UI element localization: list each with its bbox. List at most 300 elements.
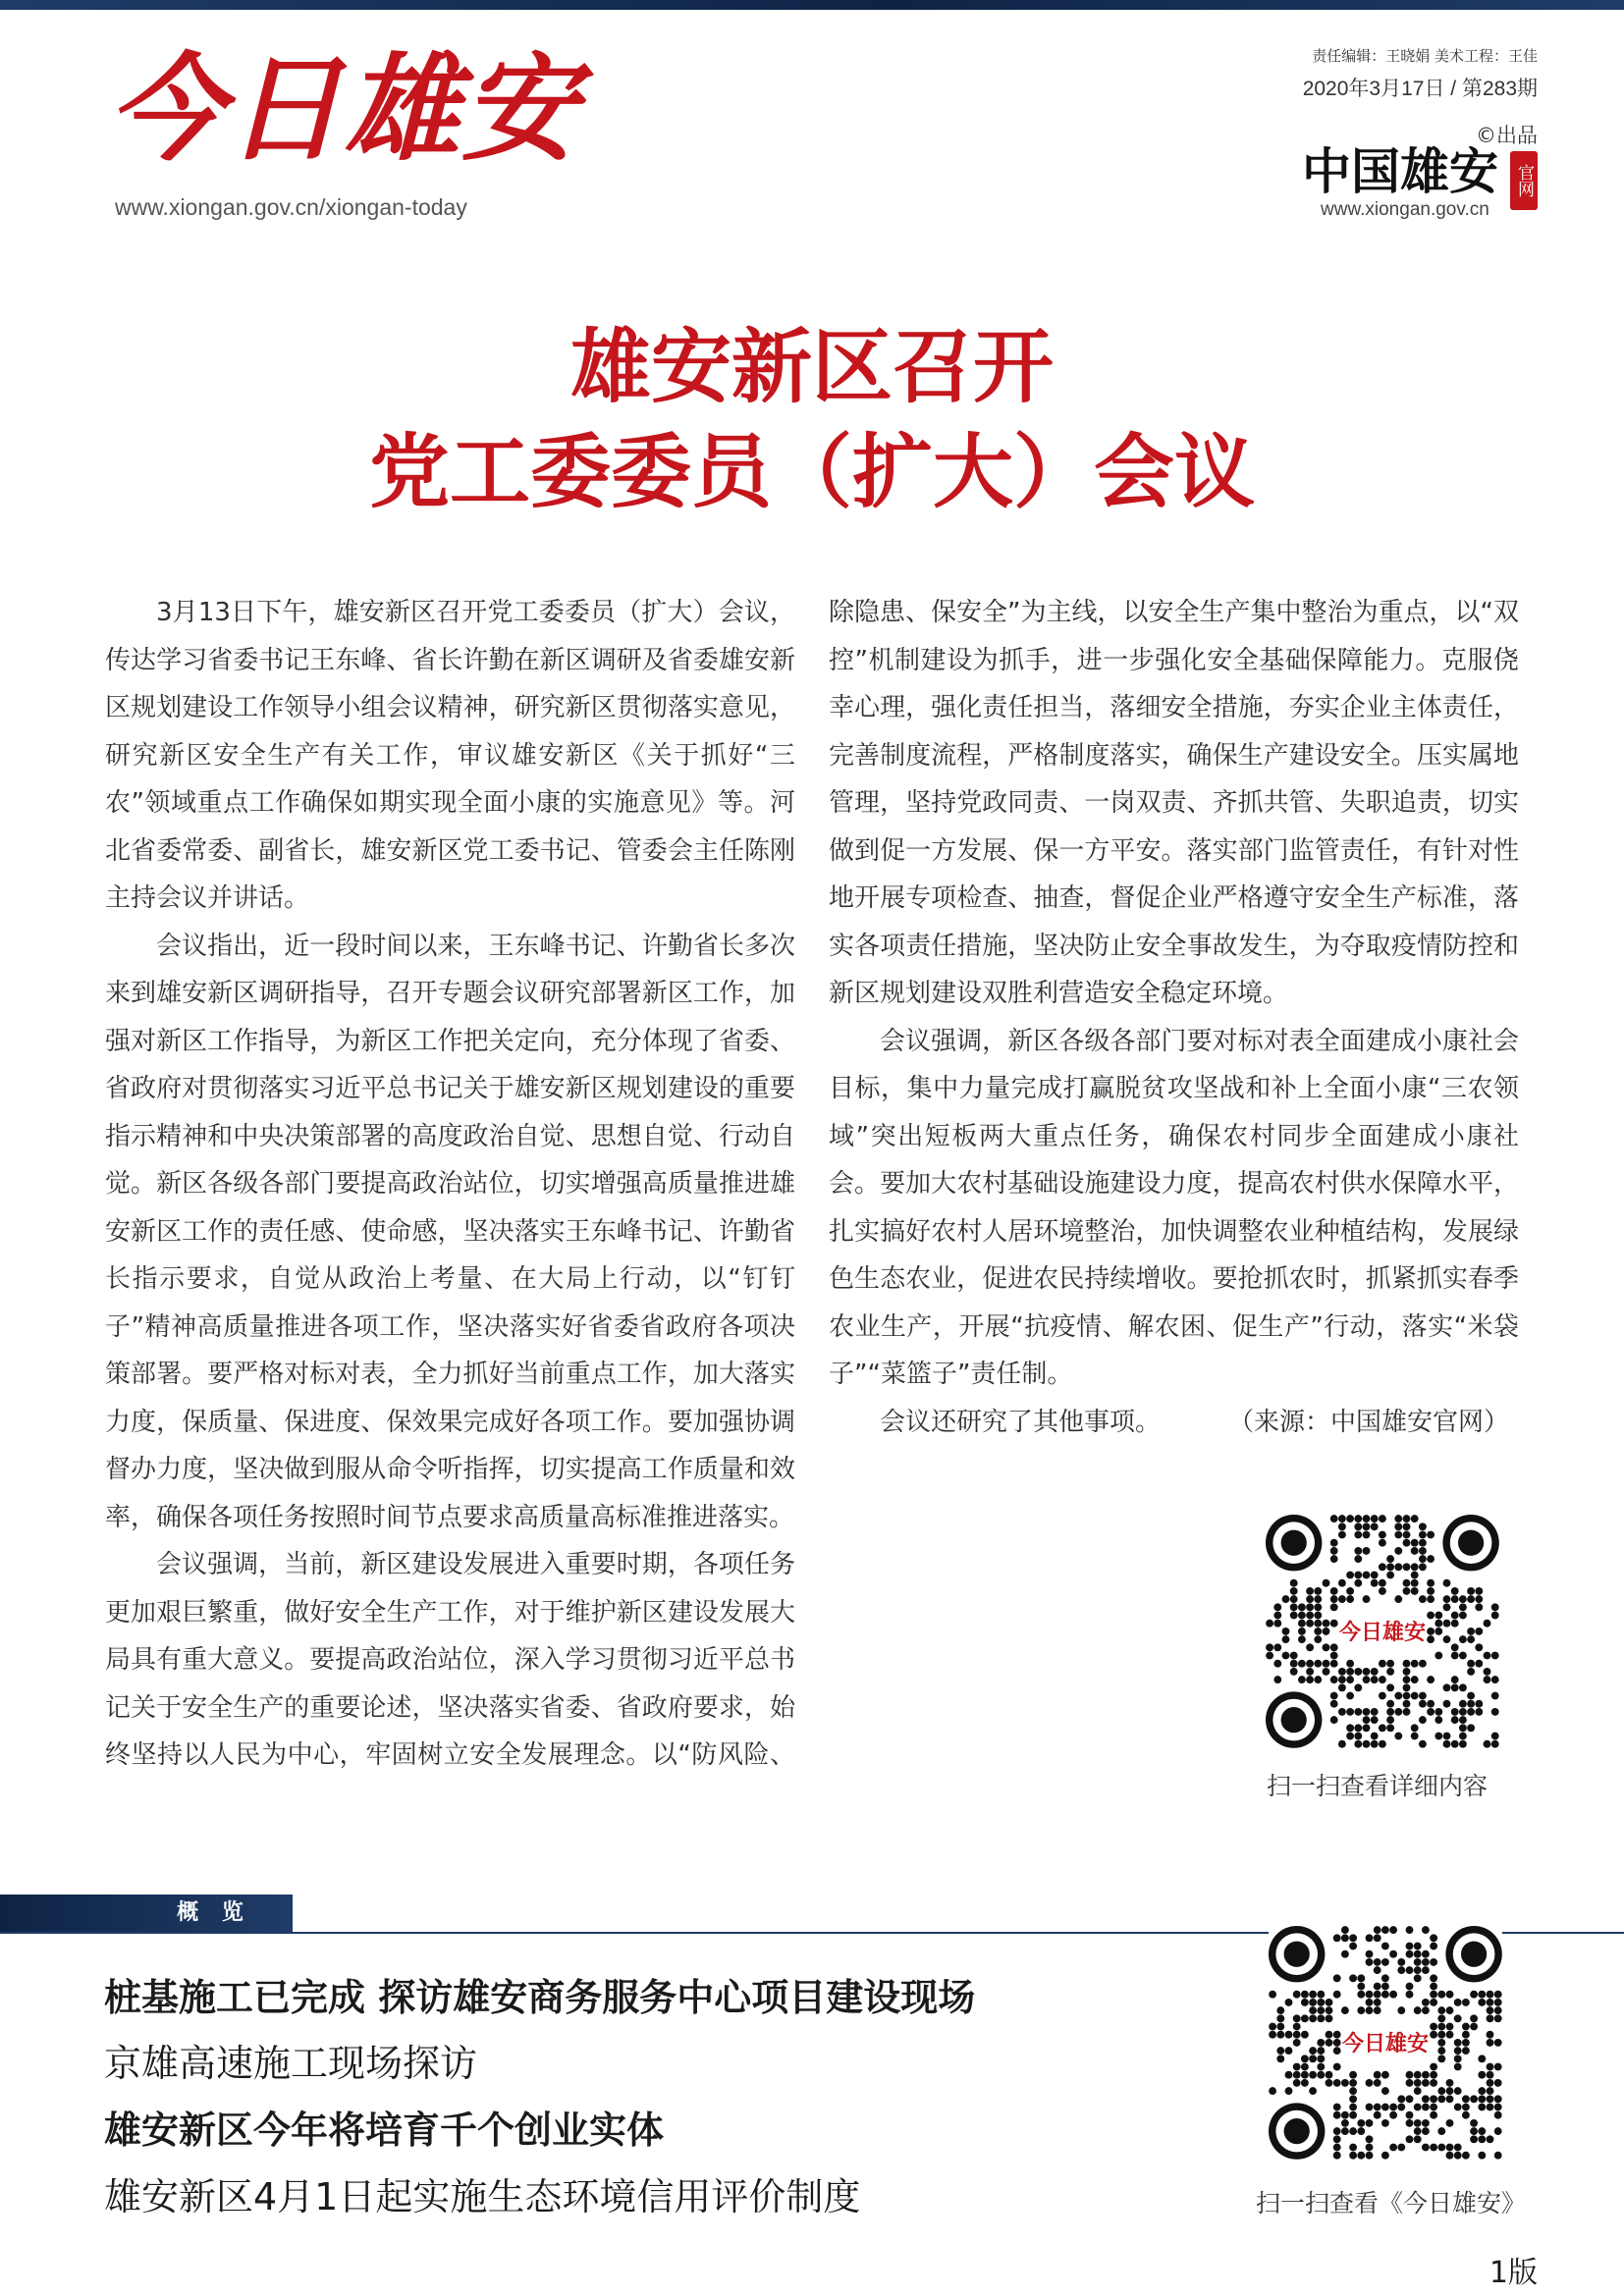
qr-finder-mark bbox=[1284, 1942, 1310, 1967]
qr-dot bbox=[1487, 2031, 1494, 2039]
qr-dot bbox=[1371, 1676, 1379, 1683]
qr-dot bbox=[1487, 2079, 1494, 2087]
qr-dot bbox=[1487, 2071, 1494, 2079]
qr-dot bbox=[1309, 2014, 1317, 2022]
qr-dot bbox=[1427, 1628, 1435, 1635]
qr-dot bbox=[1306, 1587, 1314, 1595]
qr-dot bbox=[1333, 2063, 1341, 2071]
qr-dot bbox=[1430, 1999, 1437, 2006]
qr-dot bbox=[1293, 2079, 1301, 2087]
qr-dot bbox=[1371, 1733, 1379, 1740]
article-headline bbox=[0, 316, 1624, 525]
qr-dot bbox=[1276, 2031, 1284, 2039]
qr-dot bbox=[1338, 1708, 1346, 1716]
qr-dot bbox=[1269, 2023, 1276, 2031]
qr-dot bbox=[1414, 2135, 1422, 2143]
qr-dot bbox=[1330, 1587, 1338, 1595]
qr-dot bbox=[1314, 1620, 1322, 1628]
qr-dot bbox=[1354, 1740, 1362, 1748]
qr-dot bbox=[1406, 1926, 1414, 1934]
qr-dot bbox=[1411, 1733, 1419, 1740]
qr-dot bbox=[1309, 1999, 1317, 2006]
qr-dot bbox=[1323, 1620, 1330, 1628]
qr-dot bbox=[1406, 2135, 1414, 2143]
qr-center-label: 今日雄安 bbox=[1338, 1620, 1427, 1645]
qr-dot bbox=[1349, 2111, 1357, 2119]
qr-dot bbox=[1411, 1572, 1419, 1579]
qr-dot bbox=[1285, 2047, 1293, 2055]
qr-dot bbox=[1475, 1660, 1483, 1668]
qr-dot bbox=[1374, 1983, 1381, 1991]
qr-dot bbox=[1487, 2095, 1494, 2103]
qr-dot bbox=[1366, 2135, 1374, 2143]
qr-dot bbox=[1381, 1926, 1389, 1934]
qr-dot bbox=[1451, 1676, 1459, 1683]
qr-dot bbox=[1435, 1612, 1442, 1620]
qr-dot bbox=[1298, 1620, 1306, 1628]
qr-dot bbox=[1394, 1733, 1402, 1740]
qr-dot bbox=[1354, 1522, 1362, 1530]
qr-dot bbox=[1346, 1660, 1354, 1668]
qr-dot bbox=[1333, 2031, 1341, 2039]
qr-dot bbox=[1276, 2055, 1284, 2062]
qr-dot bbox=[1309, 1991, 1317, 1999]
qr-dot bbox=[1298, 1635, 1306, 1643]
qr-dot bbox=[1411, 1676, 1419, 1683]
qr-dot bbox=[1290, 1603, 1298, 1611]
qr-dot bbox=[1422, 1999, 1430, 2006]
qr-dot bbox=[1323, 1628, 1330, 1635]
qr-dot bbox=[1330, 1700, 1338, 1708]
qr-dot bbox=[1394, 1708, 1402, 1716]
qr-dot bbox=[1459, 1740, 1467, 1748]
qr-dot bbox=[1478, 2127, 1486, 2135]
qr-dot bbox=[1338, 1522, 1346, 1530]
qr-dot bbox=[1459, 1700, 1467, 1708]
qr-dot bbox=[1494, 2095, 1502, 2103]
qr-dot bbox=[1386, 1563, 1394, 1571]
qr-dot bbox=[1484, 1676, 1491, 1683]
qr-dot bbox=[1293, 1991, 1301, 1999]
qr-dot bbox=[1406, 1966, 1414, 1974]
qr-dot bbox=[1491, 1740, 1499, 1748]
qr-dot bbox=[1338, 1683, 1346, 1691]
qr-dot bbox=[1411, 1587, 1419, 1595]
qr-dot bbox=[1363, 1740, 1371, 1748]
qr-dot bbox=[1411, 1547, 1419, 1555]
qr-dot bbox=[1386, 1724, 1394, 1732]
qr-dot bbox=[1330, 1716, 1338, 1724]
qr-dot bbox=[1293, 2071, 1301, 2079]
news-item[interactable]: 雄安新区4月1日起实施生态环境信用评价制度 bbox=[104, 2175, 861, 2218]
qr-dot bbox=[1422, 2127, 1430, 2135]
qr-dot bbox=[1330, 1539, 1338, 1547]
qr-dot bbox=[1386, 1572, 1394, 1579]
qr-dot bbox=[1435, 1628, 1442, 1635]
qr-dot bbox=[1403, 1668, 1411, 1676]
qr-dot bbox=[1430, 1934, 1437, 1942]
qr-dot bbox=[1266, 1652, 1273, 1660]
qr-dot bbox=[1419, 1531, 1427, 1539]
qr-dot bbox=[1491, 1676, 1499, 1683]
qr-dot bbox=[1341, 2111, 1349, 2119]
qr-dot bbox=[1491, 1692, 1499, 1700]
qr-dot bbox=[1330, 1547, 1338, 1555]
qr-dot bbox=[1494, 1991, 1502, 1999]
qr-dot bbox=[1357, 1974, 1365, 1982]
news-item[interactable]: 雄安新区今年将培育千个创业实体 bbox=[104, 2109, 665, 2152]
qr-pattern bbox=[1269, 1926, 1502, 2160]
qr-dot bbox=[1430, 2031, 1437, 2039]
qr-dot bbox=[1282, 1628, 1290, 1635]
qr-dot bbox=[1437, 2023, 1445, 2031]
qr-dot bbox=[1422, 1966, 1430, 1974]
qr-dot bbox=[1462, 2152, 1470, 2160]
qr-dot bbox=[1269, 1991, 1276, 1999]
qr-dot bbox=[1293, 2063, 1301, 2071]
brand-url[interactable]: www.xiongan.gov.cn bbox=[1321, 199, 1489, 220]
qr-dot bbox=[1484, 1620, 1491, 1628]
qr-dot bbox=[1379, 1692, 1386, 1700]
qr-dot bbox=[1494, 2152, 1502, 2160]
qr-dot bbox=[1394, 1563, 1402, 1571]
qr-dot bbox=[1379, 1563, 1386, 1571]
qr-dot bbox=[1386, 1660, 1394, 1668]
qr-dot bbox=[1381, 2119, 1389, 2127]
qr-dot bbox=[1459, 1612, 1467, 1620]
qr-dot bbox=[1366, 1934, 1374, 1942]
qr-dot bbox=[1266, 1620, 1273, 1628]
qr-dot bbox=[1422, 2119, 1430, 2127]
qr-dot bbox=[1306, 1620, 1314, 1628]
qr-dot bbox=[1338, 1515, 1346, 1522]
qr-dot bbox=[1454, 2104, 1462, 2111]
qr-dot bbox=[1338, 1579, 1346, 1587]
qr-dot bbox=[1406, 2111, 1414, 2119]
qr-dot bbox=[1491, 1708, 1499, 1716]
qr-dot bbox=[1406, 1943, 1414, 1950]
qr-dot bbox=[1478, 2135, 1486, 2143]
qr-dot bbox=[1430, 2095, 1437, 2103]
qr-dot bbox=[1306, 1643, 1314, 1651]
qr-dot bbox=[1293, 2031, 1301, 2039]
qr-dot bbox=[1323, 1579, 1330, 1587]
qr-dot bbox=[1487, 2006, 1494, 2014]
editor-credits: 责任编辑：王晓娟 美术工程：王佳 bbox=[1312, 47, 1538, 65]
qr-dot bbox=[1437, 2006, 1445, 2014]
qr-dot bbox=[1379, 1579, 1386, 1587]
qr-dot bbox=[1451, 1740, 1459, 1748]
qr-dot bbox=[1317, 1999, 1325, 2006]
qr-dot bbox=[1437, 2055, 1445, 2062]
headline-line-1: 雄安新区召开 bbox=[569, 321, 1054, 414]
qr-dot bbox=[1290, 1652, 1298, 1660]
qr-dot bbox=[1459, 1603, 1467, 1611]
qr-dot bbox=[1406, 2071, 1414, 2079]
qr-dot bbox=[1366, 2152, 1374, 2160]
qr-dot bbox=[1459, 1683, 1467, 1691]
qr-dot bbox=[1306, 1612, 1314, 1620]
produced-by: ©出品 bbox=[1476, 124, 1538, 147]
top-color-bar bbox=[0, 0, 1624, 10]
qr-dot bbox=[1326, 2071, 1333, 2079]
qr-dot bbox=[1326, 2006, 1333, 2014]
qr-dot bbox=[1475, 1700, 1483, 1708]
qr-dot bbox=[1454, 2047, 1462, 2055]
qr-dot bbox=[1333, 2135, 1341, 2143]
qr-dot bbox=[1357, 2152, 1365, 2160]
qr-dot bbox=[1427, 1555, 1435, 1563]
qr-dot bbox=[1487, 2039, 1494, 2047]
qr-dot bbox=[1349, 1943, 1357, 1950]
qr-dot bbox=[1349, 2087, 1357, 2095]
qr-dot bbox=[1462, 2095, 1470, 2103]
qr-dot bbox=[1446, 2006, 1454, 2014]
news-item[interactable]: 京雄高速施工现场探访 bbox=[104, 2042, 478, 2085]
qr-dot bbox=[1282, 1635, 1290, 1643]
qr-dot bbox=[1427, 1700, 1435, 1708]
qr-dot bbox=[1371, 1716, 1379, 1724]
qr-dot bbox=[1462, 2039, 1470, 2047]
qr-dot bbox=[1454, 2144, 1462, 2152]
qr-dot bbox=[1446, 1991, 1454, 1999]
qr-dot bbox=[1374, 1966, 1381, 1974]
qr-dot bbox=[1454, 1999, 1462, 2006]
qr-dot bbox=[1475, 1708, 1483, 1716]
qr-dot bbox=[1411, 1579, 1419, 1587]
qr-dot bbox=[1326, 2079, 1333, 2087]
qr-dot bbox=[1330, 1652, 1338, 1660]
qr-dot bbox=[1451, 1612, 1459, 1620]
qr-dot bbox=[1301, 2014, 1309, 2022]
qr-dot bbox=[1341, 2006, 1349, 2014]
qr-dot bbox=[1403, 1522, 1411, 1530]
qr-dot bbox=[1366, 2079, 1374, 2087]
qr-dot bbox=[1462, 2031, 1470, 2039]
qr-dot bbox=[1427, 1635, 1435, 1643]
qr-dot bbox=[1389, 1991, 1397, 1999]
qr-dot bbox=[1273, 1643, 1281, 1651]
qr-dot bbox=[1374, 2006, 1381, 2014]
qr-dot bbox=[1437, 2127, 1445, 2135]
masthead-logo: 今日雄安 bbox=[108, 40, 580, 177]
overview-section-label bbox=[0, 1895, 293, 1932]
qr-dot bbox=[1379, 1660, 1386, 1668]
qr-dot bbox=[1443, 1595, 1451, 1603]
qr-dot bbox=[1389, 2104, 1397, 2111]
qr-dot bbox=[1363, 1531, 1371, 1539]
qr-dot bbox=[1371, 1740, 1379, 1748]
qr-dot bbox=[1386, 1700, 1394, 1708]
qr-dot bbox=[1386, 1716, 1394, 1724]
qr-dot bbox=[1374, 2104, 1381, 2111]
qr-dot bbox=[1333, 2111, 1341, 2119]
qr-dot bbox=[1306, 1595, 1314, 1603]
qr-dot bbox=[1422, 2095, 1430, 2103]
qr-dot bbox=[1301, 2079, 1309, 2087]
qr-dot bbox=[1317, 2006, 1325, 2014]
qr-pattern bbox=[1266, 1515, 1499, 1748]
qr-dot bbox=[1467, 1692, 1475, 1700]
qr-dot bbox=[1451, 1643, 1459, 1651]
qr-dot bbox=[1459, 1652, 1467, 1660]
qr-dot bbox=[1371, 1572, 1379, 1579]
qr-dot bbox=[1443, 1733, 1451, 1740]
qr-dot bbox=[1306, 1603, 1314, 1611]
qr-dot bbox=[1349, 1974, 1357, 1982]
qr-dot bbox=[1374, 2111, 1381, 2119]
qr-dot bbox=[1484, 1668, 1491, 1676]
qr-code-today[interactable] bbox=[1269, 1926, 1502, 2160]
qr-dot bbox=[1484, 1652, 1491, 1660]
qr-dot bbox=[1381, 1991, 1389, 1999]
qr-dot bbox=[1293, 2014, 1301, 2022]
qr-dot bbox=[1349, 2095, 1357, 2103]
qr-dot bbox=[1371, 1515, 1379, 1522]
qr-dot bbox=[1462, 2104, 1470, 2111]
qr-center-label: 今日雄安 bbox=[1341, 2031, 1430, 2056]
qr-dot bbox=[1406, 2095, 1414, 2103]
qr-dot bbox=[1430, 1943, 1437, 1950]
qr-dot bbox=[1273, 1660, 1281, 1668]
qr-dot bbox=[1406, 2119, 1414, 2127]
qr-dot bbox=[1317, 2063, 1325, 2071]
qr-dot bbox=[1487, 2135, 1494, 2143]
qr-dot bbox=[1443, 1700, 1451, 1708]
qr-dot bbox=[1411, 1692, 1419, 1700]
qr-dot bbox=[1403, 1539, 1411, 1547]
qr-dot bbox=[1462, 2047, 1470, 2055]
qr-caption-details: 扫一扫查看详细内容 bbox=[1267, 1772, 1489, 1800]
qr-dot bbox=[1333, 2104, 1341, 2111]
qr-dot bbox=[1301, 1999, 1309, 2006]
qr-dot bbox=[1298, 1612, 1306, 1620]
qr-dot bbox=[1422, 1958, 1430, 1966]
qr-dot bbox=[1451, 1595, 1459, 1603]
qr-dot bbox=[1467, 1668, 1475, 1676]
qr-dot bbox=[1411, 1660, 1419, 1668]
qr-dot bbox=[1467, 1660, 1475, 1668]
qr-dot bbox=[1478, 2152, 1486, 2160]
qr-dot bbox=[1341, 1926, 1349, 1934]
qr-dot bbox=[1430, 2111, 1437, 2119]
qr-dot bbox=[1459, 1708, 1467, 1716]
qr-dot bbox=[1403, 1587, 1411, 1595]
qr-dot bbox=[1381, 1974, 1389, 1982]
qr-dot bbox=[1386, 1708, 1394, 1716]
qr-dot bbox=[1366, 1991, 1374, 1999]
qr-dot bbox=[1446, 2119, 1454, 2127]
qr-dot bbox=[1414, 2006, 1422, 2014]
qr-dot bbox=[1317, 2055, 1325, 2062]
qr-dot bbox=[1475, 1643, 1483, 1651]
qr-dot bbox=[1273, 1676, 1281, 1683]
qr-dot bbox=[1422, 2144, 1430, 2152]
qr-dot bbox=[1467, 1587, 1475, 1595]
qr-dot bbox=[1309, 2006, 1317, 2014]
qr-dot bbox=[1371, 1668, 1379, 1676]
qr-dot bbox=[1379, 1515, 1386, 1522]
qr-dot bbox=[1389, 2111, 1397, 2119]
qr-dot bbox=[1330, 1555, 1338, 1563]
qr-dot bbox=[1494, 2063, 1502, 2071]
qr-dot bbox=[1397, 2104, 1405, 2111]
qr-dot bbox=[1363, 1668, 1371, 1676]
qr-dot bbox=[1394, 1547, 1402, 1555]
qr-dot bbox=[1459, 1733, 1467, 1740]
qr-dot bbox=[1333, 2047, 1341, 2055]
news-item[interactable]: 桩基施工已完成 探访雄安商务服务中心项目建设现场 bbox=[104, 1976, 976, 2019]
qr-dot bbox=[1381, 1983, 1389, 1991]
qr-dot bbox=[1443, 1579, 1451, 1587]
qr-dot bbox=[1290, 1579, 1298, 1587]
qr-dot bbox=[1386, 1555, 1394, 1563]
qr-dot bbox=[1475, 1603, 1483, 1611]
qr-dot bbox=[1333, 2127, 1341, 2135]
qr-dot bbox=[1309, 2087, 1317, 2095]
closing-text: 会议还研究了其他事项。 bbox=[880, 1407, 1162, 1437]
overview-label: 概 览 bbox=[177, 1900, 251, 1925]
qr-dot bbox=[1427, 1612, 1435, 1620]
qr-dot bbox=[1341, 1950, 1349, 1958]
qr-dot bbox=[1290, 1595, 1298, 1603]
masthead-url[interactable]: www.xiongan.gov.cn/xiongan-today bbox=[115, 194, 467, 220]
qr-dot bbox=[1298, 1628, 1306, 1635]
qr-dot bbox=[1454, 2087, 1462, 2095]
qr-dot bbox=[1309, 2047, 1317, 2055]
qr-dot bbox=[1349, 1934, 1357, 1942]
qr-dot bbox=[1475, 1628, 1483, 1635]
qr-dot bbox=[1446, 2144, 1454, 2152]
qr-dot bbox=[1414, 1943, 1422, 1950]
qr-dot bbox=[1430, 2063, 1437, 2071]
qr-dot bbox=[1470, 2135, 1478, 2143]
qr-dot bbox=[1293, 2023, 1301, 2031]
qr-dot bbox=[1354, 1724, 1362, 1732]
qr-dot bbox=[1487, 1999, 1494, 2006]
qr-dot bbox=[1346, 1572, 1354, 1579]
qr-dot bbox=[1484, 1740, 1491, 1748]
qr-dot bbox=[1470, 1991, 1478, 1999]
qr-dot bbox=[1330, 1595, 1338, 1603]
qr-dot bbox=[1314, 1603, 1322, 1611]
qr-dot bbox=[1379, 1740, 1386, 1748]
qr-dot bbox=[1475, 1595, 1483, 1603]
qr-dot bbox=[1443, 1635, 1451, 1643]
qr-dot bbox=[1346, 1724, 1354, 1732]
qr-dot bbox=[1437, 2039, 1445, 2047]
qr-dot bbox=[1470, 2119, 1478, 2127]
qr-dot bbox=[1414, 1958, 1422, 1966]
qr-dot bbox=[1470, 2095, 1478, 2103]
qr-dot bbox=[1379, 1724, 1386, 1732]
qr-dot bbox=[1494, 2127, 1502, 2135]
qr-code-details[interactable] bbox=[1266, 1515, 1499, 1748]
qr-caption-today: 扫一扫查看《今日雄安》 bbox=[1256, 2189, 1527, 2217]
qr-dot bbox=[1406, 1991, 1414, 1999]
qr-dot bbox=[1374, 1991, 1381, 1999]
qr-dot bbox=[1333, 2152, 1341, 2160]
qr-dot bbox=[1467, 1724, 1475, 1732]
qr-dot bbox=[1491, 1652, 1499, 1660]
qr-dot bbox=[1403, 1708, 1411, 1716]
qr-dot bbox=[1363, 1676, 1371, 1683]
qr-dot bbox=[1427, 1587, 1435, 1595]
qr-dot bbox=[1451, 1683, 1459, 1691]
qr-dot bbox=[1314, 1612, 1322, 1620]
qr-dot bbox=[1443, 1740, 1451, 1748]
qr-dot bbox=[1491, 1612, 1499, 1620]
